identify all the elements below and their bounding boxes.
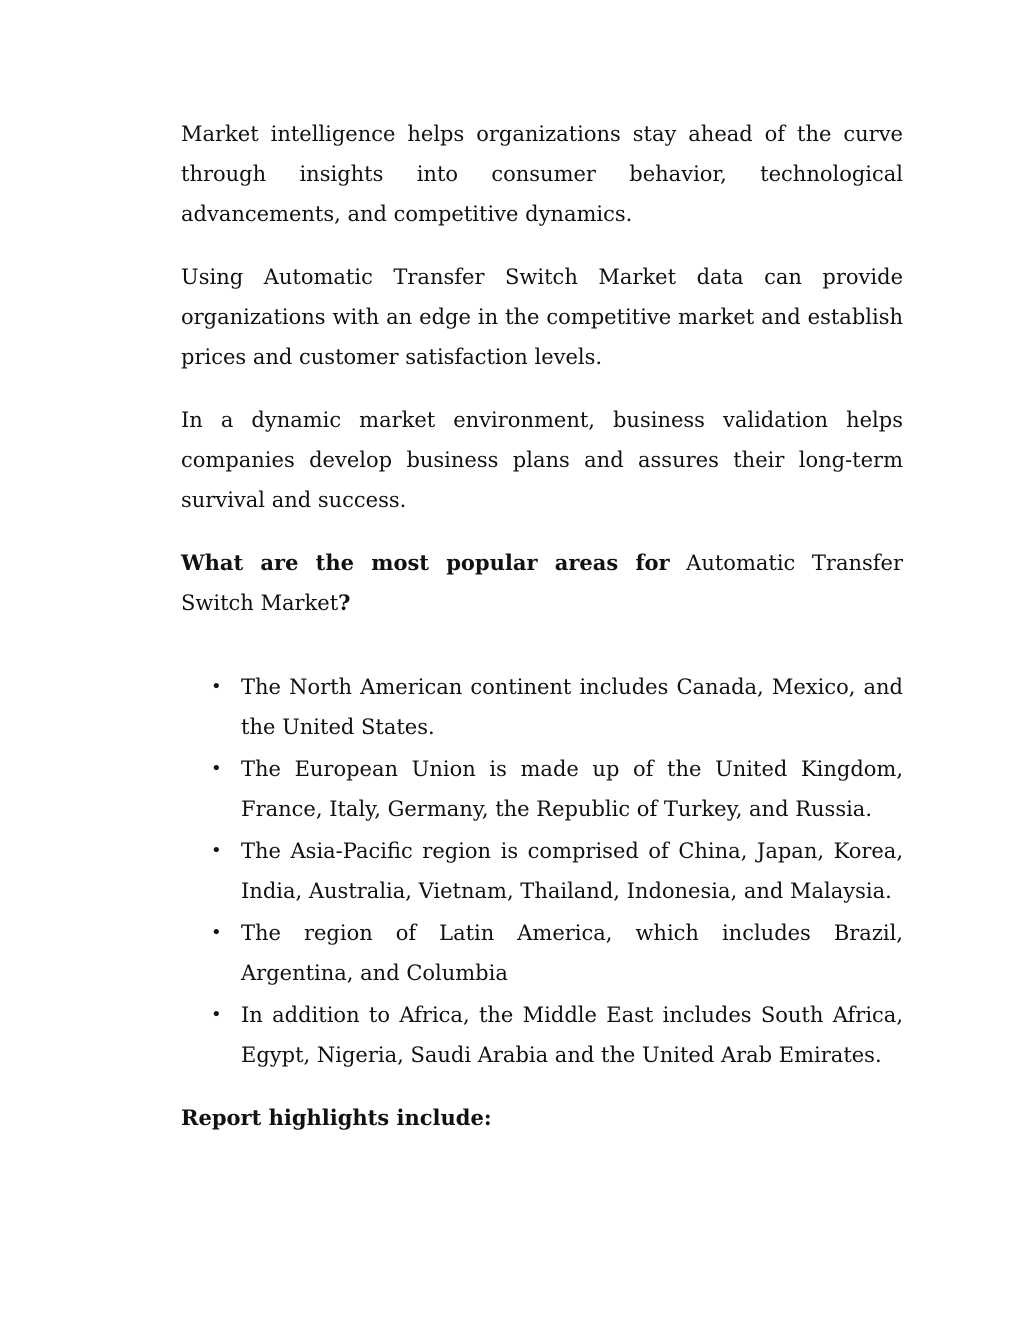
region-asia-pacific: The Asia-Pacific region is comprised of China, Japan, Korea, India, Australia, Vietnam, Thailand, Indonesia, and Malaysia. [241, 839, 903, 903]
popular-areas-question [181, 543, 903, 623]
question-mark: ? [338, 590, 351, 615]
list-item [181, 667, 903, 747]
region-north-america: The North American continent includes Canada, Mexico, and the United States. [241, 675, 903, 739]
region-middle-east-africa: In addition to Africa, the Middle East includes South Africa, Egypt, Nigeria, Saudi Arabia and the United Arab Emirates. [241, 1003, 903, 1067]
region-latin-america: The region of Latin America, which includes Brazil, Argentina, and Columbia [241, 921, 903, 985]
bullet-icon: • [211, 922, 222, 943]
bullet-icon: • [211, 840, 222, 861]
list-item [181, 831, 903, 911]
regions-list [181, 667, 903, 1075]
region-europe: The European Union is made up of the United Kingdom, France, Italy, Germany, the Republic of Turkey, and Russia. [241, 757, 903, 821]
bullet-icon: • [211, 1004, 222, 1025]
list-item [181, 749, 903, 829]
list-item [181, 995, 903, 1075]
question-market-name: Automatic Transfer Switch Market [181, 551, 904, 615]
paragraph-automatic-transfer-switch-data: Using Automatic Transfer Switch Market data can provide organizations with an edge in the competitive market and establish prices and customer satisfaction levels. [181, 265, 903, 369]
paragraph-market-intelligence: Market intelligence helps organizations stay ahead of the curve through insights into consumer behavior, technological advancements, and competitive dynamics. [181, 122, 903, 226]
report-highlights-heading: Report highlights include: [181, 1105, 492, 1130]
question-bold-text: What are the most popular areas for [181, 550, 670, 575]
document-page [181, 114, 903, 1138]
list-item [181, 913, 903, 993]
paragraph-business-validation: In a dynamic market environment, business validation helps companies develop business plans and assures their long-term survival and success. [181, 408, 903, 512]
bullet-icon: • [211, 758, 222, 779]
bullet-icon: • [211, 676, 222, 697]
